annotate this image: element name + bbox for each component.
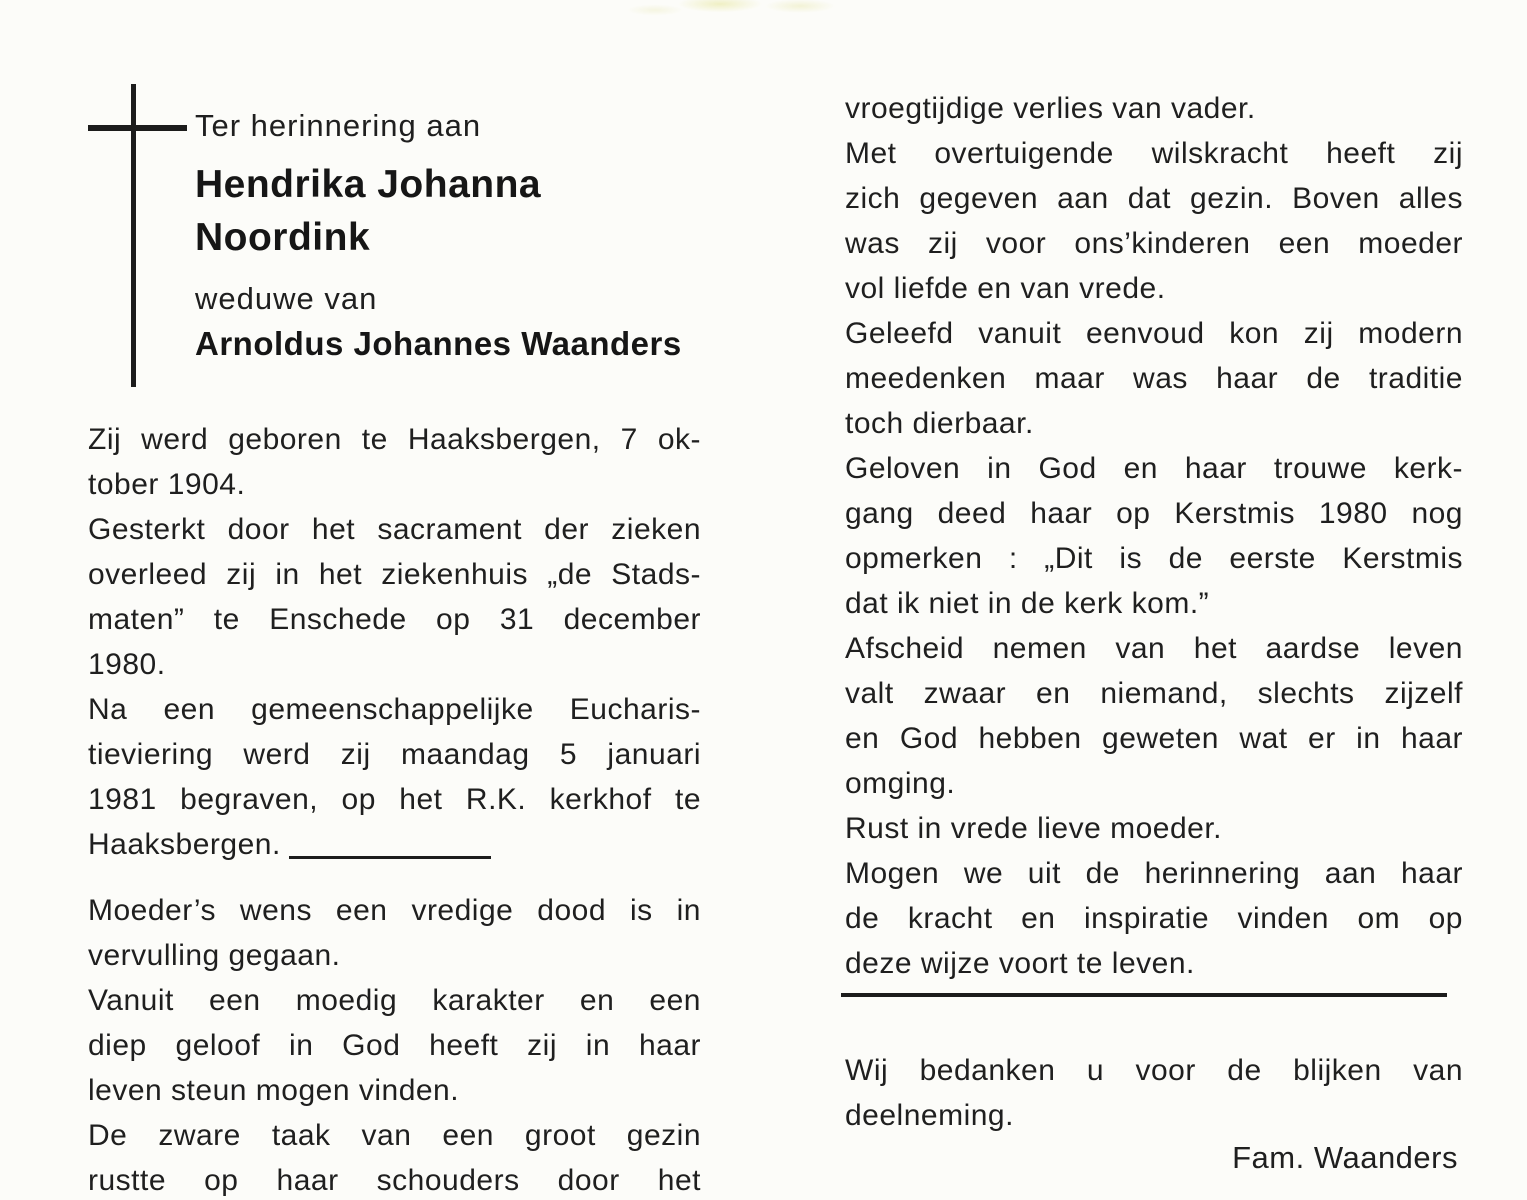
text-line: 1980. (88, 648, 166, 681)
text-line: rustte op haar schouders door het (88, 1164, 701, 1197)
text-line: tieviering werd zij maandag 5 januari (88, 738, 701, 771)
text-line: Wij bedanken u voor de blijken van (845, 1054, 1463, 1087)
section-divider-left (289, 856, 491, 859)
text-line: Vanuit een moedig karakter en een (88, 984, 701, 1017)
text-line: deze wijze voort te leven. (845, 947, 1195, 980)
text-line: deelneming. (845, 1099, 1014, 1132)
text-line: was zij voor ons’kinderen een moeder (845, 227, 1463, 260)
text-line: leven steun mogen vinden. (88, 1074, 460, 1107)
text-line: De zware taak van een groot gezin (88, 1119, 701, 1152)
text-line: diep geloof in God heeft zij in haar (88, 1029, 701, 1062)
text-line: de kracht en inspiratie vinden om op (845, 902, 1463, 935)
text-line: Moeder’s wens een vredige dood is in (88, 894, 701, 927)
text-line: vroegtijdige verlies van vader. (845, 92, 1256, 125)
cross-icon-arm (88, 125, 187, 131)
text-line: Na een gemeenschappelijke Eucharis- (88, 693, 701, 726)
text-line: Haaksbergen. (88, 828, 281, 861)
deceased-name-line1: Hendrika Johanna (195, 163, 542, 206)
right-column (845, 86, 1463, 986)
left-column-upper (88, 417, 701, 867)
text-line: meedenken maar was haar de traditie (845, 362, 1463, 395)
text-line: Gesterkt door het sacrament der zieken (88, 513, 701, 546)
text-line: opmerken : „Dit is de eerste Kerstmis (845, 542, 1463, 575)
text-line: toch dierbaar. (845, 407, 1034, 440)
left-column-lower (88, 888, 701, 1200)
text-line: omging. (845, 767, 956, 800)
relation-text: weduwe van (195, 281, 378, 316)
text-line: Geleefd vanuit eenvoud kon zij modern (845, 317, 1463, 350)
text-line: tober 1904. (88, 468, 246, 501)
spouse-name: Arnoldus Johannes Waanders (195, 325, 682, 362)
text-line: valt zwaar en niemand, slechts zijzelf (845, 677, 1463, 710)
text-line: Met overtuigende wilskracht heeft zij (845, 137, 1463, 170)
closing-thanks (845, 1048, 1463, 1138)
text-line: Rust in vrede lieve moeder. (845, 812, 1223, 845)
text-line: maten” te Enschede op 31 december (88, 603, 701, 636)
text-line: zich gegeven aan dat gezin. Boven alles (845, 182, 1463, 215)
text-line: Geloven in God en haar trouwe kerk- (845, 452, 1463, 485)
text-line: Afscheid nemen van het aardse leven (845, 632, 1463, 665)
text-line: vol liefde en van vrede. (845, 272, 1166, 305)
signature: Fam. Waanders (1232, 1140, 1458, 1175)
text-line: Mogen we uit de herinnering aan haar (845, 857, 1463, 890)
text-line: gang deed haar op Kerstmis 1980 nog (845, 497, 1463, 530)
text-line: Zij werd geboren te Haaksbergen, 7 ok- (88, 423, 701, 456)
text-line: 1981 begraven, op het R.K. kerkhof te (88, 783, 701, 816)
deceased-name-line2: Noordink (195, 216, 371, 259)
text-line: vervulling gegaan. (88, 939, 341, 972)
text-line: overleed zij in het ziekenhuis „de Stads- (88, 558, 701, 591)
section-divider-right (841, 993, 1447, 997)
intro-text: Ter herinnering aan (195, 108, 482, 143)
text-line: en God hebben geweten wat er in haar (845, 722, 1463, 755)
text-line: dat ik niet in de kerk kom.” (845, 587, 1210, 620)
